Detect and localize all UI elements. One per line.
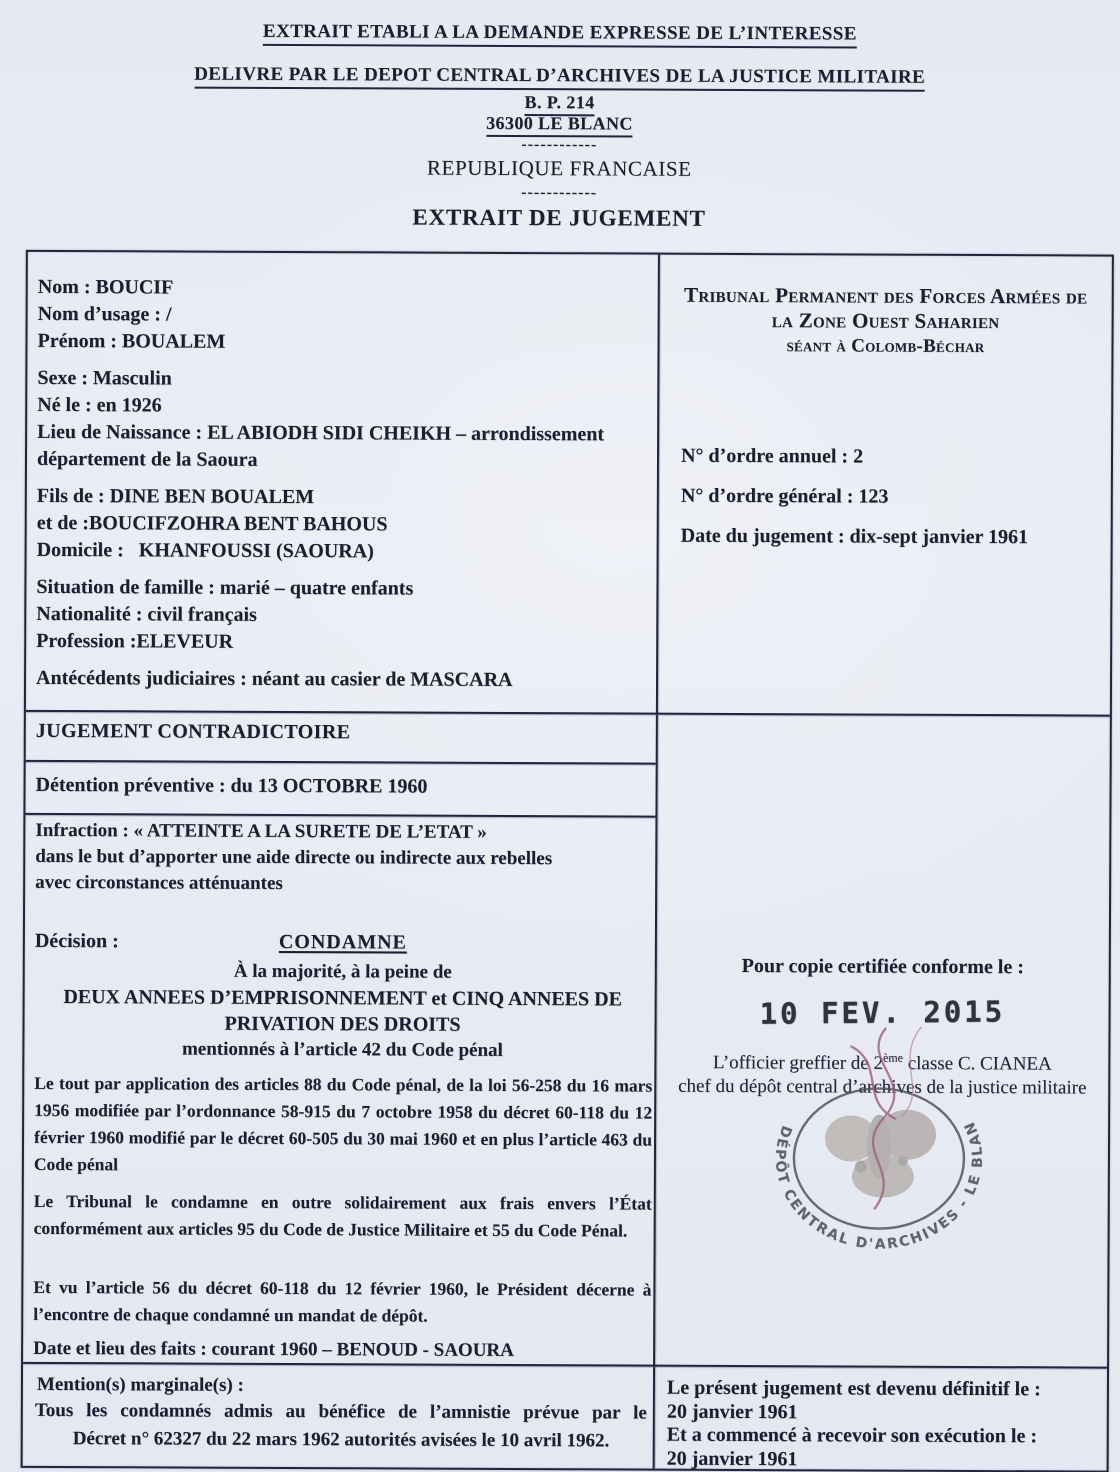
field-detention: Détention préventive : du 13 OCTOBRE 1960	[35, 773, 428, 798]
header-issuer-line	[0, 63, 1120, 93]
mentions-line2: Décret n° 62327 du 22 mars 1962 autorités avisées le 10 avril 1962.	[72, 1428, 610, 1452]
infraction-line1: Infraction : « ATTEINTE A LA SURETE DE L’ETAT »	[35, 819, 487, 843]
infraction-line3: avec circonstances atténuantes	[35, 871, 283, 894]
field-domicile: Domicile : KHANFOUSSI (SAOURA)	[36, 538, 374, 563]
peine-line4: mentionnés à l’article 42 du Code pénal	[181, 1038, 503, 1061]
field-et-de: et de :BOUCIFZOHRA BENT BAHOUS	[36, 511, 388, 536]
field-ordre-general: N° d’ordre général : 123	[680, 484, 889, 508]
officer-section	[654, 1045, 1110, 1101]
header-separator-2: ------------	[521, 184, 598, 202]
header-issuer-text: DELIVRE PAR LE DEPOT CENTRAL D’ARCHIVES DE LA JUSTICE MILITAIRE	[194, 64, 925, 92]
header-separator-1: ------------	[521, 136, 598, 154]
header-request-line	[0, 20, 1120, 50]
header-republique: REPUBLIQUE FRANCAISE	[426, 155, 692, 181]
decision-row	[35, 930, 651, 956]
stamp-ring	[794, 1088, 965, 1229]
header-po-box: B. P. 214	[0, 90, 1120, 119]
field-ne-le: Né le : en 1926	[37, 393, 162, 417]
execution-section	[667, 1377, 1099, 1472]
tribunal-seat: séant à Colomb-Béchar	[786, 335, 985, 358]
decision-label: Décision :	[34, 929, 119, 953]
table-row-divider-identity	[26, 710, 1110, 717]
officer-line2: chef du dépôt central d’archives de la justice militaire	[678, 1076, 1087, 1099]
stamp-ring-text: DÉPÔT CENTRAL D'ARCHIVES - LE BLANC	[727, 1007, 987, 1253]
mentions-title: Mention(s) marginale(s) :	[36, 1373, 244, 1396]
field-prenom: Prénom : BOUALEM	[37, 329, 226, 353]
field-antecedents: Antécédents judiciaires : néant au casier de MASCARA	[35, 666, 513, 691]
tribunal-heading	[669, 283, 1101, 360]
header-request-text: EXTRAIT ETABLI A LA DEMANDE EXPRESSE DE L’INTERESSE	[263, 21, 857, 49]
field-nom-usage: Nom d’usage : /	[37, 302, 172, 326]
field-nom: Nom : BOUCIF	[37, 275, 174, 299]
certify-line: Pour copie certifiée conforme le :	[741, 954, 1024, 979]
tribunal-name-line1: Tribunal Permanent des Forces Armées de	[683, 282, 1088, 309]
mentions-line1: Tous les condamnés admis au bénéfice de l’amnistie prévue par le	[34, 1399, 647, 1424]
table-column-divider	[653, 255, 660, 1469]
tribunal-name-line2: la Zone Ouest Saharien	[771, 308, 1000, 334]
officer-line1: L’officier greffier de 2ème classe C. CIANEA	[712, 1050, 1052, 1075]
field-situation-famille: Situation de famille : marié – quatre enfants	[36, 575, 414, 600]
field-sexe: Sexe : Masculin	[37, 366, 172, 390]
infraction-section	[35, 818, 651, 899]
document-title: EXTRAIT DE JUGEMENT	[412, 204, 706, 231]
header-city: 36300 LE BLANC	[0, 111, 1120, 140]
stamp-emblem	[825, 1109, 936, 1197]
field-date-jugement: Date du jugement : dix-sept janvier 1961	[680, 524, 1029, 549]
frais-paragraph: Le Tribunal le condamne en outre solidairement aux frais envers l’État conformément aux articles 95 du Code de Justice Militaire et 55 du Code Pénal.	[33, 1190, 652, 1241]
field-lieu-naissance: Lieu de Naissance : EL ABIODH SIDI CHEIKH – arrondissement département de la Saoura	[36, 420, 610, 471]
officer-superscript: ème	[882, 1050, 904, 1065]
table-row-divider-bottom	[23, 1362, 1107, 1369]
field-profession: Profession :ELEVEUR	[36, 629, 234, 653]
peine-line2: DEUX ANNEES D’EMPRISONNEMENT et CINQ ANNEES DE	[63, 986, 622, 1011]
judgment-table	[21, 250, 1114, 1472]
execution-start-date: 20 janvier 1961	[666, 1447, 798, 1470]
date-stamp-text: 10 FEV. 2015	[759, 994, 1006, 1031]
peine-line3: PRIVATION DES DROITS	[224, 1012, 461, 1036]
mandat-paragraph: Et vu l’article 56 du décret 60-118 du 12 février 1960, le Président décerne à l’encontre de chaque condamné un mandat de dépôt.	[33, 1276, 652, 1326]
field-faits: Date et lieu des faits : courant 1960 – BENOUD - SAOURA	[33, 1337, 514, 1361]
field-fils-de: Fils de : DINE BEN BOUALEM	[36, 484, 315, 509]
execution-definitif-label: Le présent jugement est devenu définitif le :	[666, 1376, 1041, 1401]
field-ordre-annuel: N° d’ordre annuel : 2	[680, 444, 864, 468]
application-paragraph: Le tout par application des articles 88 du Code pénal, de la loi 56-258 du 16 mars 1956 modifiée par l’ordonnance 58-915 du 7 octobre 1958 du décret 60-118 du 12 février 1960 modifié par le décret 60-505 du 30 mai 1960 et en plus l’article 463 du Code pénal	[33, 1072, 653, 1175]
peine-line1: À la majorité, à la peine de	[233, 960, 452, 983]
date-stamp	[667, 995, 1099, 1031]
execution-definitif-date: 20 janvier 1961	[666, 1400, 798, 1423]
field-nationalite: Nationalité : civil français	[36, 602, 257, 626]
table-row-divider-detention	[25, 813, 655, 818]
table-row-divider-jugement	[26, 760, 656, 765]
order-numbers-section	[681, 445, 1102, 567]
decision-verdict: CONDAMNE	[278, 930, 407, 954]
infraction-line2: dans le but d’apporter une aide directe ou indirecte aux rebelles	[35, 845, 553, 870]
execution-start-label: Et a commencé à recevoir son exécution le :	[666, 1423, 1038, 1448]
peine-section	[34, 958, 650, 1065]
jugement-type: JUGEMENT CONTRADICTOIRE	[35, 719, 351, 744]
identity-section	[36, 274, 654, 695]
